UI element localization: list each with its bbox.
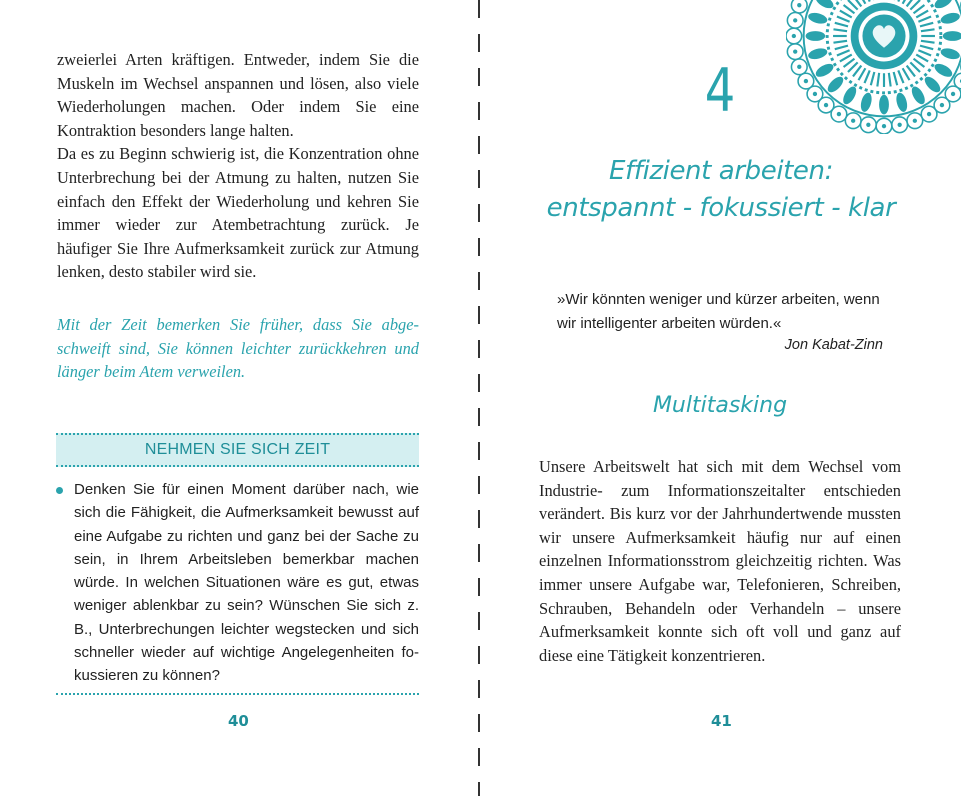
quote-author: Jon Kabat-Zinn (784, 337, 883, 353)
tip-box-title: NEHMEN SIE SICH ZEIT (56, 433, 419, 467)
mandala-heart-icon (786, 0, 961, 134)
section-title: Multitasking (652, 393, 788, 418)
chapter-title-line-2: entspannt - fokussiert - klar (546, 193, 896, 223)
right-paragraph: Unsere Arbeitswelt hat sich mit dem Wechsel vom Industrie- zum Informationszeitalter entschieden verändert. Bis kurz vor der Jahrhundertwende mussten wir unsere Aufmerksamkeit häufig nur auf einen einzelnen Informationsstrom gleichzeitig richten. Was immer unsere Aufgabe war, Telefonieren, Schreiben, Schrauben, Behandeln oder Verhandeln – unsere Aufmerksamkeit konnte sich oft voll und ganz auf diese eine Tätigkeit konzentrieren. (539, 457, 901, 665)
page-number-right: 41 (711, 712, 732, 730)
page-gutter-divider (478, 0, 480, 796)
bullet-icon (56, 487, 63, 494)
tip-box-bottom-border (56, 693, 419, 695)
chapter-title-line-1: Effizient arbeiten: (609, 156, 833, 186)
tip-box-body (56, 478, 419, 688)
chapter-number: 4 (704, 56, 736, 126)
highlight-text: Mit der Zeit bemerken Sie früher, dass Sie abgeschweift sind, Sie können leichter zurückkehren und länger beim Atem verweilen. (57, 315, 419, 382)
left-paragraph-1: zweierlei Arten kräftigen. Entweder, indem Sie die Muskeln im Wechsel anspannen und lösen, also viele Wiederholungen machen. Oder indem Sie eine Kontraktion besonders lange halten. (57, 50, 419, 140)
right-body-text (539, 455, 901, 667)
tip-box-item: Denken Sie für einen Moment darüber nach, wie sich die Fähigkeit, die Aufmerksamkeit bewusst auf eine Aufgabe zu richten und ganz bei der Sache zu sein, in Ihrem Arbeitsleben bemerkbar machen würde. In welchen Situationen wäre es gut, etwas weniger ablenkbar zu sein? Wünschen Sie sich z. B., Unterbrechungen leichter wegstecken und sich schneller wieder auf wichtige Angelegenheiten fokussieren zu können? (74, 481, 419, 685)
left-paragraph-2: Da es zu Beginn schwierig ist, die Konzentration ohne Unterbrechung bei der Atmung zu halten, nutzen Sie einfach den Effekt der Wiederholung und kehren Sie immer wieder zur Atembetrachtung zurück. Je häufiger Sie Ihre Aufmerksamkeit zurück zur Atmung lenken, desto stabiler wird sie. (57, 144, 419, 282)
left-body-text (57, 48, 419, 284)
chapter-title (540, 153, 902, 227)
left-page (0, 0, 478, 796)
page-number-left: 40 (228, 712, 249, 730)
quote-text: »Wir könnten weniger und kürzer arbeiten, wenn wir intelligenter arbeiten würden.« (557, 291, 880, 332)
